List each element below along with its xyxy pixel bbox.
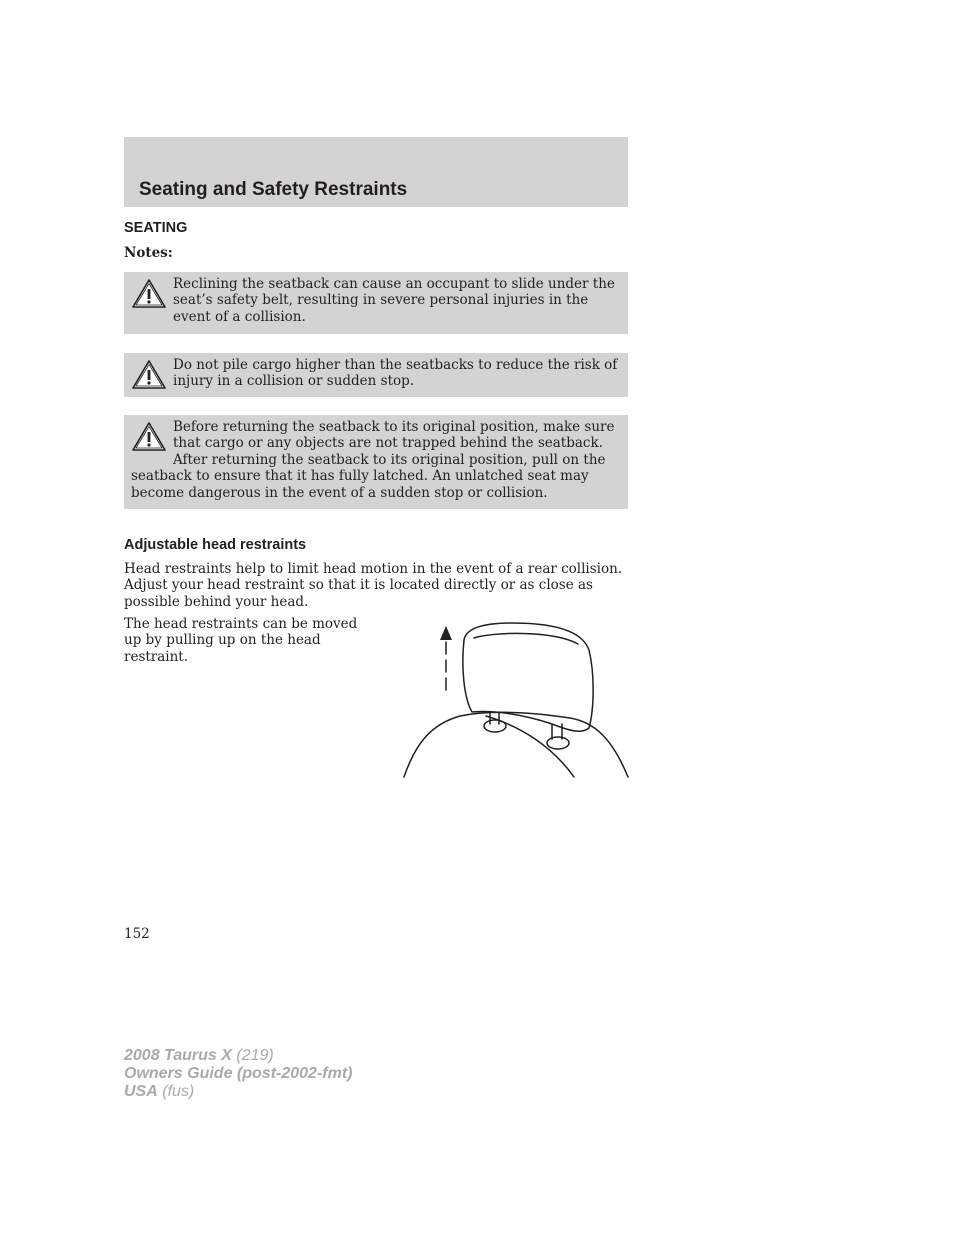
notes-label: Notes: [124, 245, 173, 261]
warning-triangle-icon [131, 359, 167, 391]
warning-triangle-icon [131, 421, 167, 453]
warning-box-recline [124, 272, 628, 334]
head-restraint-illustration [402, 620, 630, 780]
head-restraint-adjust-text: The head restraints can be moved up by pulling up on the head restraint. [124, 616, 358, 665]
footer-line-model: 2008 Taurus X (219) [124, 1047, 274, 1064]
warning-box-cargo-height [124, 353, 628, 397]
document-footer [124, 1047, 352, 1101]
warning-triangle-icon [131, 278, 167, 310]
footer-line-guide: Owners Guide (post-2002-fmt) [124, 1065, 353, 1082]
chapter-title: Seating and Safety Restraints [139, 179, 408, 200]
subsection-title: Adjustable head restraints [124, 537, 307, 553]
section-title: SEATING [124, 220, 188, 236]
header-band [124, 137, 628, 207]
page-number: 152 [124, 926, 150, 942]
head-restraint-intro: Head restraints help to limit head motion in the event of a rear collision. Adjust your head restraint so that it is located directly or as close as possible behind your head. [124, 561, 623, 610]
warning-text: Do not pile cargo higher than the seatbacks to reduce the risk of injury in a collision or sudden stop. [173, 357, 618, 390]
footer-line-market: USA (fus) [124, 1083, 195, 1100]
warning-box-seatback-latch [124, 415, 628, 509]
warning-text: Reclining the seatback can cause an occupant to slide under the seat’s safety belt, resulting in severe personal injuries in the event of a collision. [173, 276, 615, 325]
warning-text: Before returning the seatback to its original position, make sure that cargo or any objects are not trapped behind the seatback. After returning the seatback to its original position, pull on the seatback to ensure that it has fully latched. An unlatched seat may become dangerous in the event of a sudden stop or collision. [131, 419, 615, 501]
